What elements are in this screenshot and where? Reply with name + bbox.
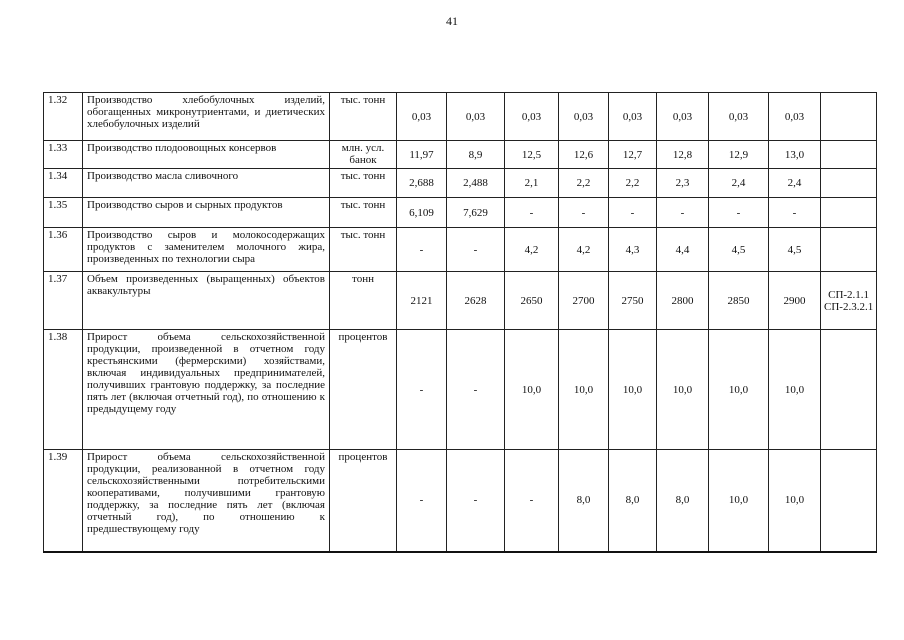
row-number-cell: 1.38 [44, 330, 83, 450]
value-cell: 12,8 [657, 141, 709, 169]
value-cell: 4,5 [769, 228, 821, 272]
row-number-cell: 1.36 [44, 228, 83, 272]
value-cell: 0,03 [447, 93, 505, 141]
value-cell: 2650 [505, 272, 559, 330]
value-cell: 4,5 [709, 228, 769, 272]
value-cell: - [397, 450, 447, 552]
value-cell: 2,4 [769, 169, 821, 198]
reference-cell: СП-2.1.1 СП-2.3.2.1 [821, 272, 877, 330]
table-row [44, 93, 877, 141]
table-row [44, 330, 877, 450]
value-cell: 8,0 [609, 450, 657, 552]
value-cell: 10,0 [709, 330, 769, 450]
row-number-cell: 1.39 [44, 450, 83, 552]
row-number-cell: 1.32 [44, 93, 83, 141]
value-cell: 2628 [447, 272, 505, 330]
reference-cell [821, 141, 877, 169]
value-cell: 12,6 [559, 141, 609, 169]
page-number: 41 [446, 14, 458, 28]
value-cell: 2900 [769, 272, 821, 330]
value-cell: 2121 [397, 272, 447, 330]
indicator-name-cell: Объем произведенных (выращенных) объектов аквакультуры [83, 272, 330, 330]
reference-cell [821, 198, 877, 228]
reference-cell [821, 169, 877, 198]
value-cell: 2,3 [657, 169, 709, 198]
value-cell: 12,5 [505, 141, 559, 169]
value-cell: 6,109 [397, 198, 447, 228]
indicator-name-cell: Производство сыров и молокосодержащих продуктов с заменителем молочного жира, произведенных по технологии сыра [83, 228, 330, 272]
value-cell: 8,9 [447, 141, 505, 169]
value-cell: 0,03 [397, 93, 447, 141]
value-cell: 10,0 [769, 330, 821, 450]
value-cell: - [559, 198, 609, 228]
value-cell: 0,03 [709, 93, 769, 141]
value-cell: 10,0 [657, 330, 709, 450]
table-row [44, 169, 877, 198]
table-body [44, 93, 877, 552]
indicator-name-cell: Прирост объема сельскохозяйственной продукции, реализованной в отчетном году сельскохозяйственными потребительскими кооперативами, получившими грантовую поддержку, за последние пять лет (включая отчетный год), по отношению к предшествующему году [83, 450, 330, 552]
value-cell: 0,03 [657, 93, 709, 141]
value-cell: 4,2 [559, 228, 609, 272]
table-row [44, 141, 877, 169]
unit-cell: процентов [330, 450, 397, 552]
value-cell: 2,688 [397, 169, 447, 198]
reference-cell [821, 93, 877, 141]
value-cell: 2,2 [609, 169, 657, 198]
indicator-name-cell: Производство сыров и сырных продуктов [83, 198, 330, 228]
value-cell: 2,1 [505, 169, 559, 198]
value-cell: - [447, 228, 505, 272]
value-cell: - [397, 228, 447, 272]
value-cell: 0,03 [505, 93, 559, 141]
table-row [44, 198, 877, 228]
indicator-name-cell: Производство хлебобулочных изделий, обогащенных микронутриентами, и диетических хлебобулочных изделий [83, 93, 330, 141]
value-cell: - [397, 330, 447, 450]
value-cell: 8,0 [657, 450, 709, 552]
value-cell: 0,03 [559, 93, 609, 141]
value-cell: 0,03 [609, 93, 657, 141]
indicators-table [43, 92, 877, 553]
indicator-name-cell: Производство масла сливочного [83, 169, 330, 198]
indicator-name-cell: Прирост объема сельскохозяйственной продукции, произведенной в отчетном году крестьянскими (фермерскими) хозяйствами, включая индивидуальных предпринимателей, получивших грантовую поддержку, за последние пять лет (включая отчетный год), по отношению к предыдущему году [83, 330, 330, 450]
value-cell: - [505, 450, 559, 552]
table-row [44, 450, 877, 552]
value-cell: 10,0 [709, 450, 769, 552]
unit-cell: тыс. тонн [330, 169, 397, 198]
unit-cell: млн. усл. банок [330, 141, 397, 169]
value-cell: - [769, 198, 821, 228]
value-cell: 10,0 [769, 450, 821, 552]
unit-cell: тыс. тонн [330, 228, 397, 272]
value-cell: - [657, 198, 709, 228]
indicator-name-cell: Производство плодоовощных консервов [83, 141, 330, 169]
table-row [44, 228, 877, 272]
row-number-cell: 1.34 [44, 169, 83, 198]
value-cell: - [447, 450, 505, 552]
value-cell: 10,0 [559, 330, 609, 450]
value-cell: - [709, 198, 769, 228]
row-number-cell: 1.35 [44, 198, 83, 228]
value-cell: 8,0 [559, 450, 609, 552]
reference-cell [821, 228, 877, 272]
value-cell: 7,629 [447, 198, 505, 228]
unit-cell: тонн [330, 272, 397, 330]
value-cell: 4,4 [657, 228, 709, 272]
row-number-cell: 1.37 [44, 272, 83, 330]
unit-cell: тыс. тонн [330, 93, 397, 141]
value-cell: 4,3 [609, 228, 657, 272]
value-cell: 13,0 [769, 141, 821, 169]
value-cell: 2,4 [709, 169, 769, 198]
unit-cell: процентов [330, 330, 397, 450]
reference-cell [821, 450, 877, 552]
row-number-cell: 1.33 [44, 141, 83, 169]
value-cell: 10,0 [505, 330, 559, 450]
value-cell: 11,97 [397, 141, 447, 169]
value-cell: 0,03 [769, 93, 821, 141]
value-cell: 2,488 [447, 169, 505, 198]
value-cell: 12,9 [709, 141, 769, 169]
value-cell: 2,2 [559, 169, 609, 198]
table-row [44, 272, 877, 330]
value-cell: 10,0 [609, 330, 657, 450]
value-cell: 2800 [657, 272, 709, 330]
value-cell: 12,7 [609, 141, 657, 169]
value-cell: 4,2 [505, 228, 559, 272]
value-cell: 2750 [609, 272, 657, 330]
value-cell: 2850 [709, 272, 769, 330]
value-cell: - [609, 198, 657, 228]
value-cell: - [447, 330, 505, 450]
value-cell: 2700 [559, 272, 609, 330]
value-cell: - [505, 198, 559, 228]
reference-cell [821, 330, 877, 450]
unit-cell: тыс. тонн [330, 198, 397, 228]
